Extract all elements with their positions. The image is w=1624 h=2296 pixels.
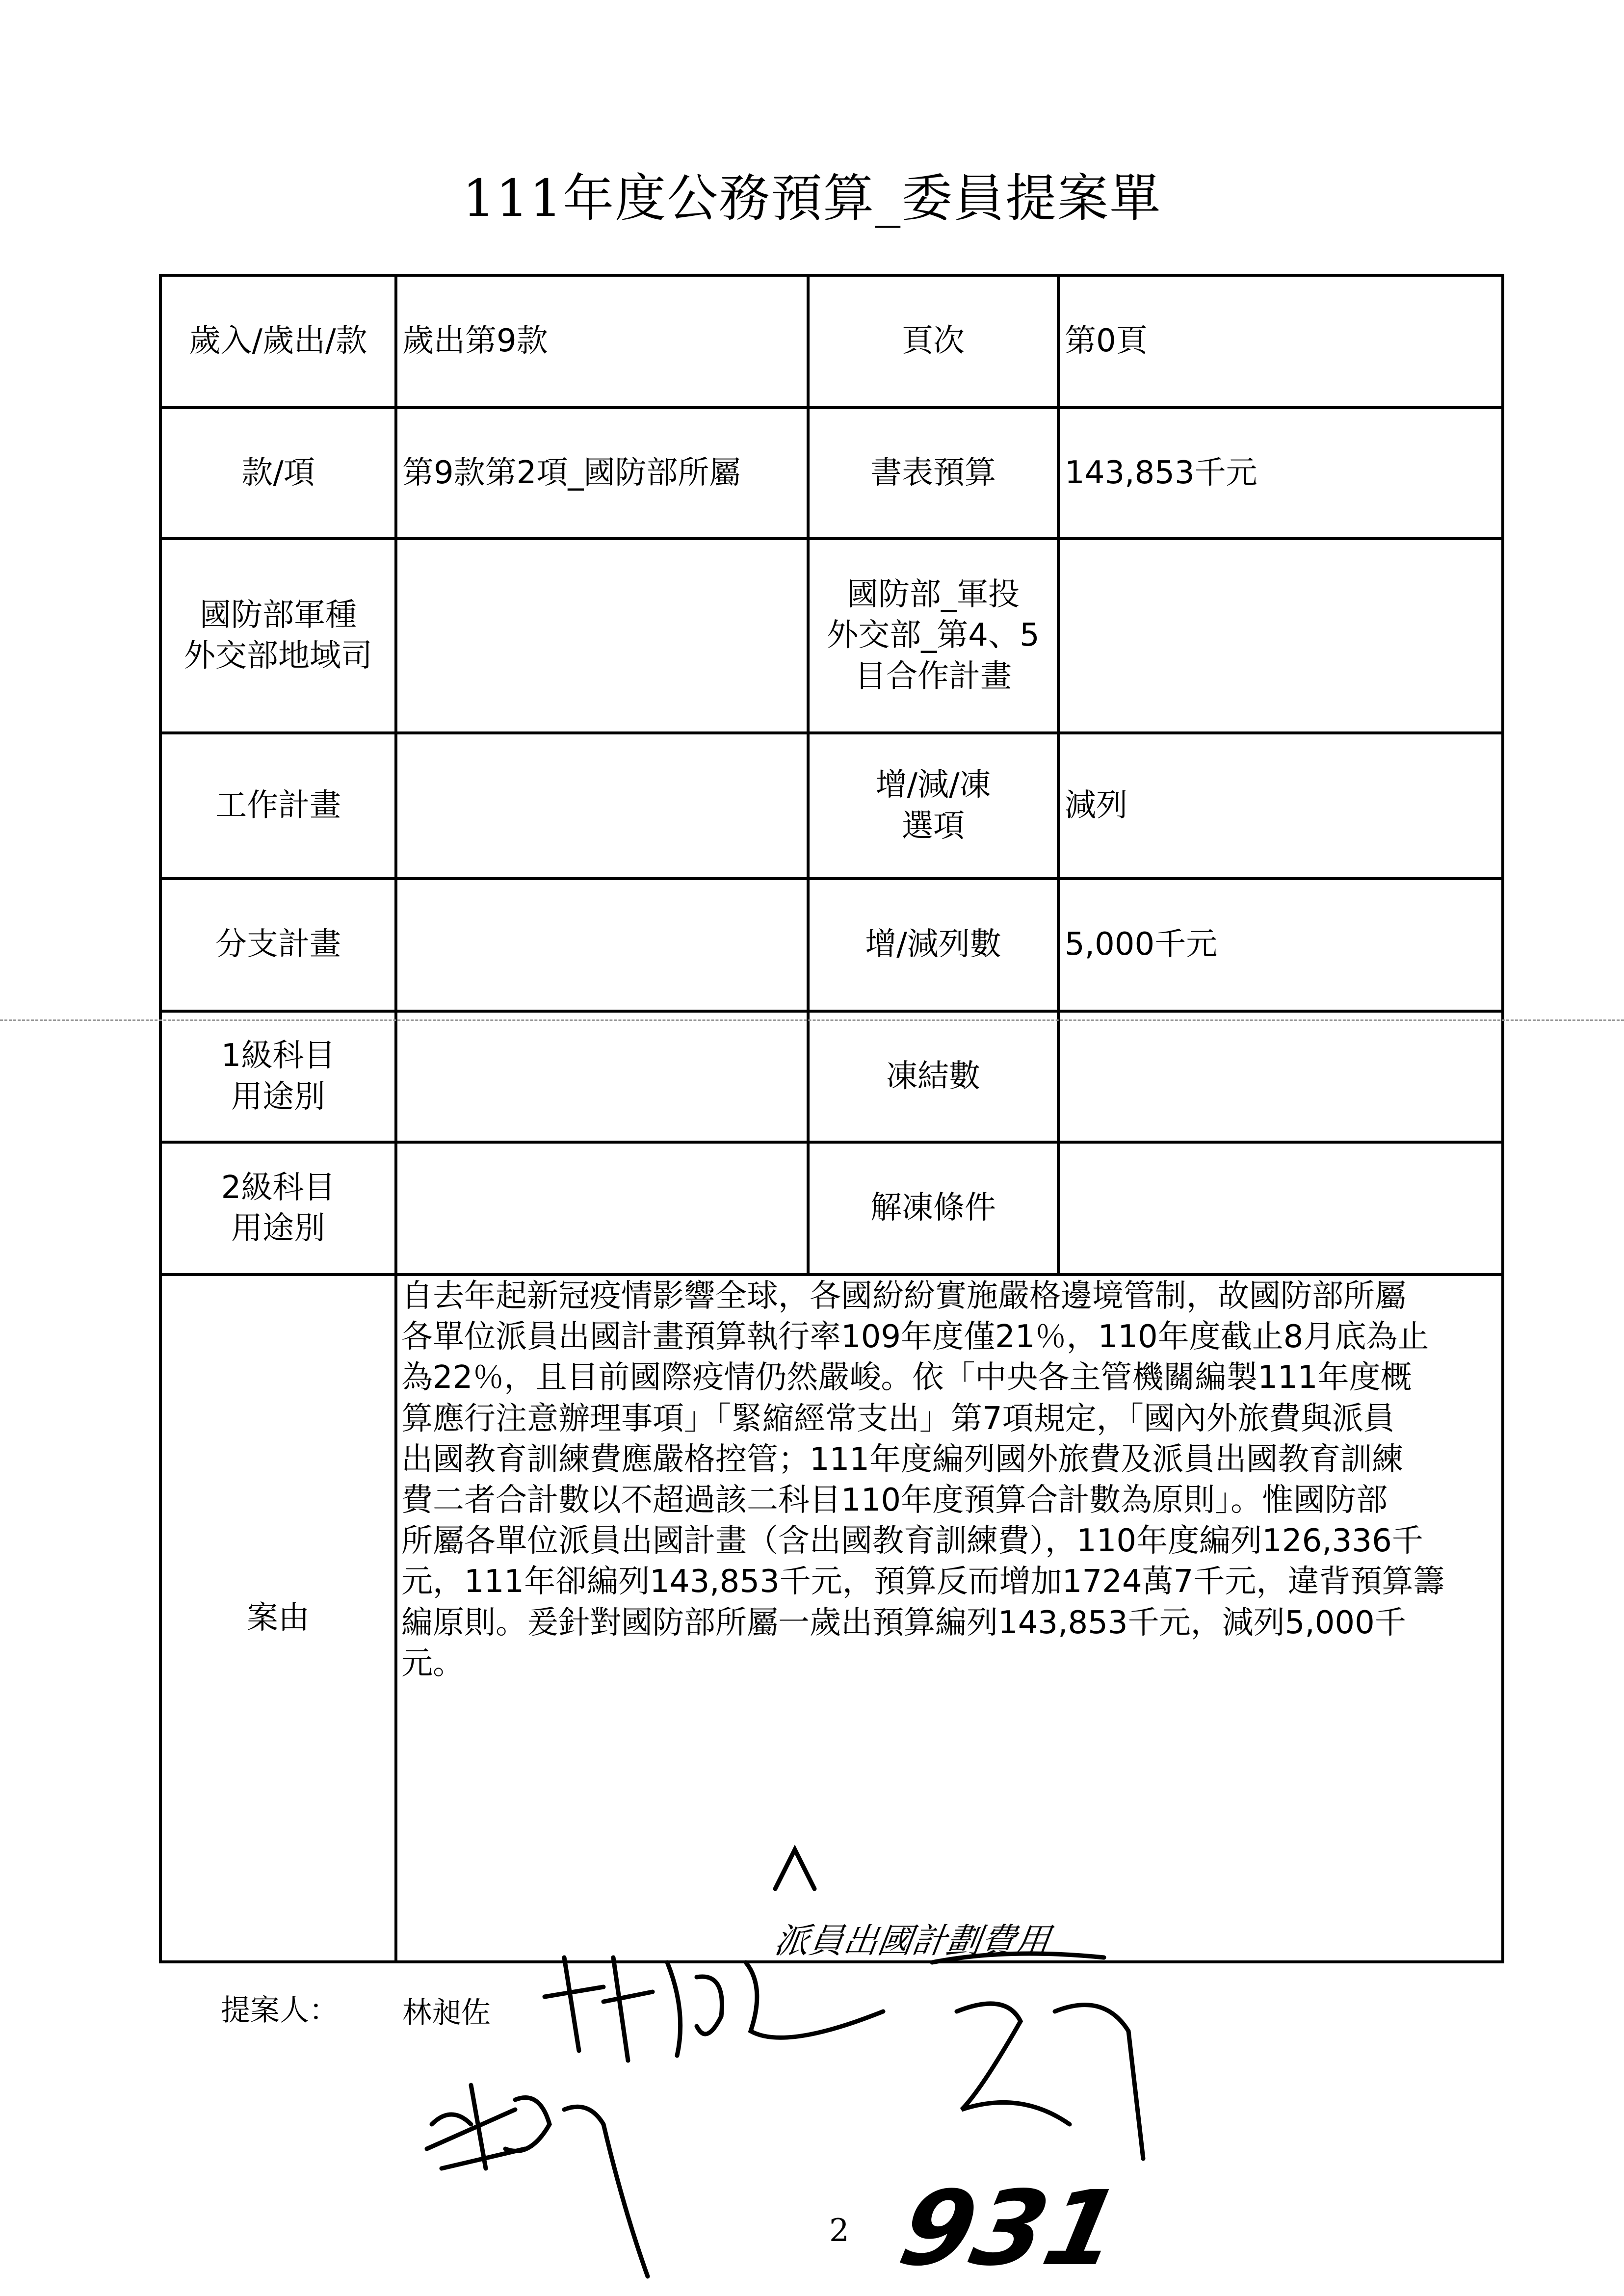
reason-line: 出國教育訓練費應嚴格控管；111年度編列國外旅費及派員出國教育訓練: [401, 1441, 1404, 1478]
reason-line: 元，111年卻編列143,853千元，預算反而增加1724萬7千元，違背預算籌: [401, 1564, 1445, 1600]
signature-2: [932, 1954, 1143, 2159]
field-label: 2級科目 用途別: [160, 1142, 396, 1275]
reason-label: 案由: [160, 1275, 396, 1962]
field-label: 國防部軍種 外交部地域司: [160, 539, 396, 733]
proposer-label: 提案人：: [221, 1993, 339, 2028]
field-label: 歲入/歲出/款: [160, 275, 396, 408]
field-label: 解凍條件: [808, 1142, 1058, 1275]
field-label: 頁次: [808, 275, 1058, 408]
field-value: 第9款第2項_國防部所屬: [396, 408, 808, 539]
reason-line: 算應行注意辦理事項」「緊縮經常支出」第7項規定，「國內外旅費與派員: [401, 1400, 1395, 1437]
reason-line: 為22％，且目前國際疫情仍然嚴峻。依「中央各主管機關編製111年度概: [401, 1359, 1412, 1396]
handwritten-number: 931: [890, 2168, 1131, 2289]
page-number: 2: [829, 2213, 849, 2249]
reason-line: 費二者合計數以不超過該二科目110年度預算合計數為原則」。惟國防部: [401, 1482, 1388, 1518]
field-label: 凍結數: [808, 1011, 1058, 1142]
field-value: 5,000千元: [1058, 879, 1503, 1011]
insert-caret: [775, 1850, 814, 1889]
field-value: 減列: [1058, 733, 1503, 879]
reason-line: 各單位派員出國計畫預算執行率109年度僅21％，110年度截止8月底為止: [401, 1319, 1429, 1356]
field-label: 分支計畫: [160, 879, 396, 1011]
reason-line: 自去年起新冠疫情影響全球，各國紛紛實施嚴格邊境管制，故國防部所屬: [401, 1278, 1406, 1314]
reason-line: 編原則。爰針對國防部所屬一歲出預算編列143,853千元，減列5,000千: [401, 1604, 1406, 1641]
signature-3: [427, 2085, 648, 2276]
page-title: 111年度公務預算_委員提案單: [462, 168, 1162, 228]
reason-line: 元。: [401, 1645, 464, 1682]
field-label: 國防部_軍投 外交部_第4、5 目合作計畫: [808, 539, 1058, 733]
field-value: 第0頁: [1058, 275, 1503, 408]
field-label: 增/減列數: [808, 879, 1058, 1011]
handwritten-insert-note: 派員出國計劃費用: [772, 1921, 1052, 1961]
field-label: 1級科目 用途別: [160, 1011, 396, 1142]
field-label: 款/項: [160, 408, 396, 539]
field-label: 工作計畫: [160, 733, 396, 879]
field-value: 143,853千元: [1058, 408, 1503, 539]
field-label: 書表預算: [808, 408, 1058, 539]
signature-1: [545, 1957, 883, 2061]
field-value: 歲出第9款: [396, 275, 808, 408]
field-label: 增/減/凍 選項: [808, 733, 1058, 879]
proposer-name: 林昶佐: [402, 1996, 491, 2030]
reason-line: 所屬各單位派員出國計畫（含出國教育訓練費），110年度編列126,336千: [401, 1523, 1423, 1560]
